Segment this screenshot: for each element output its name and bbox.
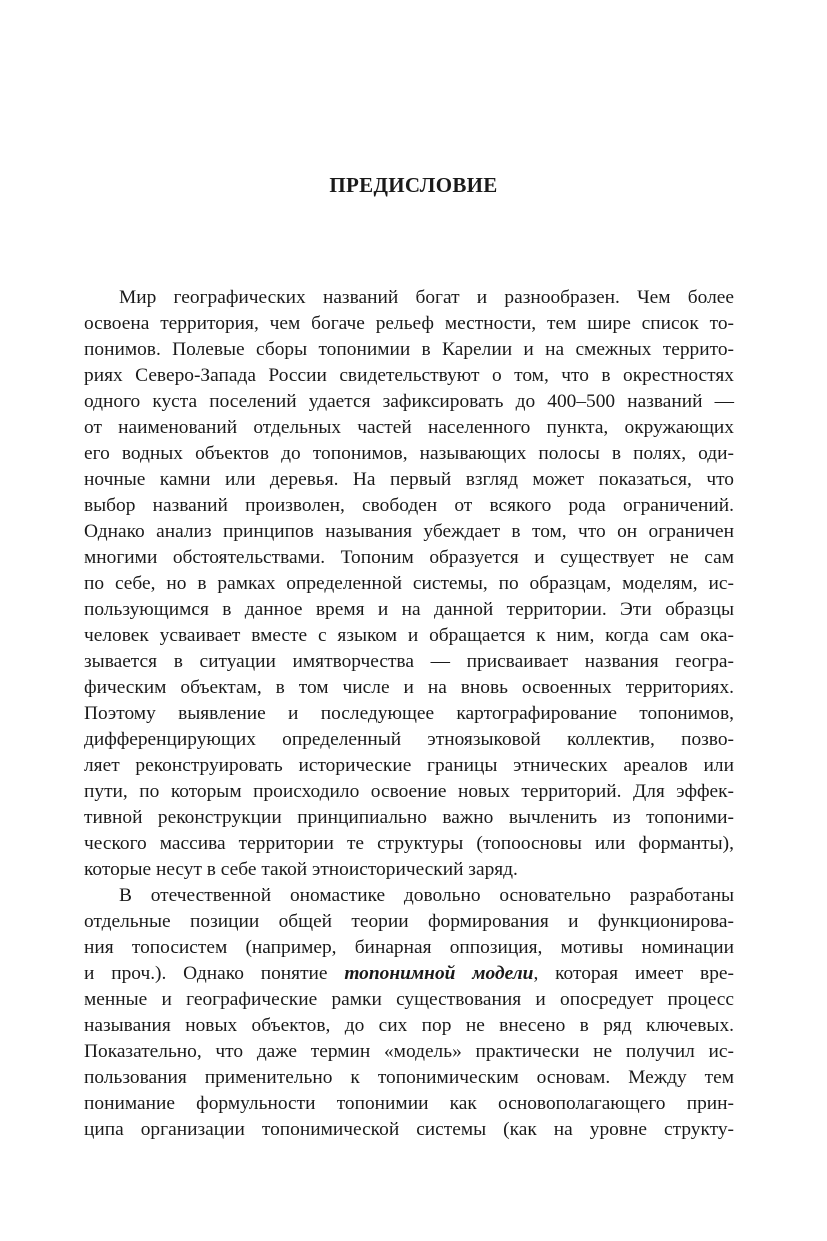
text-fragment: , которая имеет вре-	[533, 963, 734, 984]
text-line: от наименований отдельных частей населенного пункта, окружающих	[84, 417, 734, 438]
text-line: риях Северо-Запада России свидетельствуют о том, что в окрестностях	[84, 365, 734, 386]
text-line: понимание формульности топонимии как основополагающего прин-	[84, 1093, 734, 1114]
text-line: пользования применительно к топонимическим основам. Между тем	[84, 1067, 734, 1088]
text-line: которые несут в себе такой этноисторический заряд.	[84, 859, 518, 880]
page-title: ПРЕДИСЛОВИЕ	[329, 173, 498, 197]
text-line: отдельные позиции общей теории формирования и функционирова-	[84, 911, 734, 932]
text-line: ческого массива территории те структуры (топоосновы или форманты),	[84, 833, 734, 854]
text-line-with-term	[84, 961, 734, 987]
text-line: В отечественной ономастике довольно основательно разработаны	[119, 885, 734, 906]
text-line: понимов. Полевые сборы топонимии в Карелии и на смежных террито-	[84, 339, 734, 360]
text-line: пути, по которым происходило освоение новых территорий. Для эффек-	[84, 781, 734, 802]
text-line: освоена территория, чем богаче рельеф местности, тем шире список то-	[84, 313, 734, 334]
text-line: ночные камни или деревья. На первый взгляд может показаться, что	[84, 469, 734, 490]
text-line: дифференцирующих определенный этноязыковой коллектив, позво-	[84, 729, 734, 750]
text-line: менные и географические рамки существования и опосредует процесс	[84, 989, 734, 1010]
text-line: выбор названий произволен, свободен от всякого рода ограничений.	[84, 495, 734, 516]
text-line: зывается в ситуации имятворчества — присваивает названия геогра-	[84, 651, 734, 672]
text-line: многими обстоятельствами. Топоним образуется и существует не сам	[84, 547, 734, 568]
text-line: по себе, но в рамках определенной системы, по образцам, моделям, ис-	[84, 573, 734, 594]
text-line: ципа организации топонимической системы (как на уровне структу-	[84, 1119, 734, 1140]
text-fragment: и проч.). Однако понятие	[84, 963, 345, 984]
text-line: тивной реконструкции принципиально важно вычленить из топоними-	[84, 807, 734, 828]
text-line: Однако анализ принципов называния убеждает в том, что он ограничен	[84, 521, 734, 542]
text-line: Мир географических названий богат и разнообразен. Чем более	[119, 287, 734, 308]
emphasized-term: топонимной модели	[344, 963, 534, 984]
text-line: пользующимся в данное время и на данной территории. Эти образцы	[84, 599, 734, 620]
text-line: фическим объектам, в том числе и на вновь освоенных территориях.	[84, 677, 734, 698]
text-line: Поэтому выявление и последующее картографирование топонимов,	[84, 703, 734, 724]
text-line: называния новых объектов, до сих пор не внесено в ряд ключевых.	[84, 1015, 734, 1036]
text-line: ния топосистем (например, бинарная оппозиция, мотивы номинации	[84, 937, 734, 958]
text-line: человек усваивает вместе с языком и обращается к ним, когда сам ока-	[84, 625, 734, 646]
text-line: Показательно, что даже термин «модель» практически не получил ис-	[84, 1041, 734, 1062]
text-line: одного куста поселений удается зафиксировать до 400–500 названий —	[84, 391, 734, 412]
text-line: его водных объектов до топонимов, называющих полосы в полях, оди-	[84, 443, 734, 464]
text-line: ляет реконструировать исторические границы этнических ареалов или	[84, 755, 734, 776]
